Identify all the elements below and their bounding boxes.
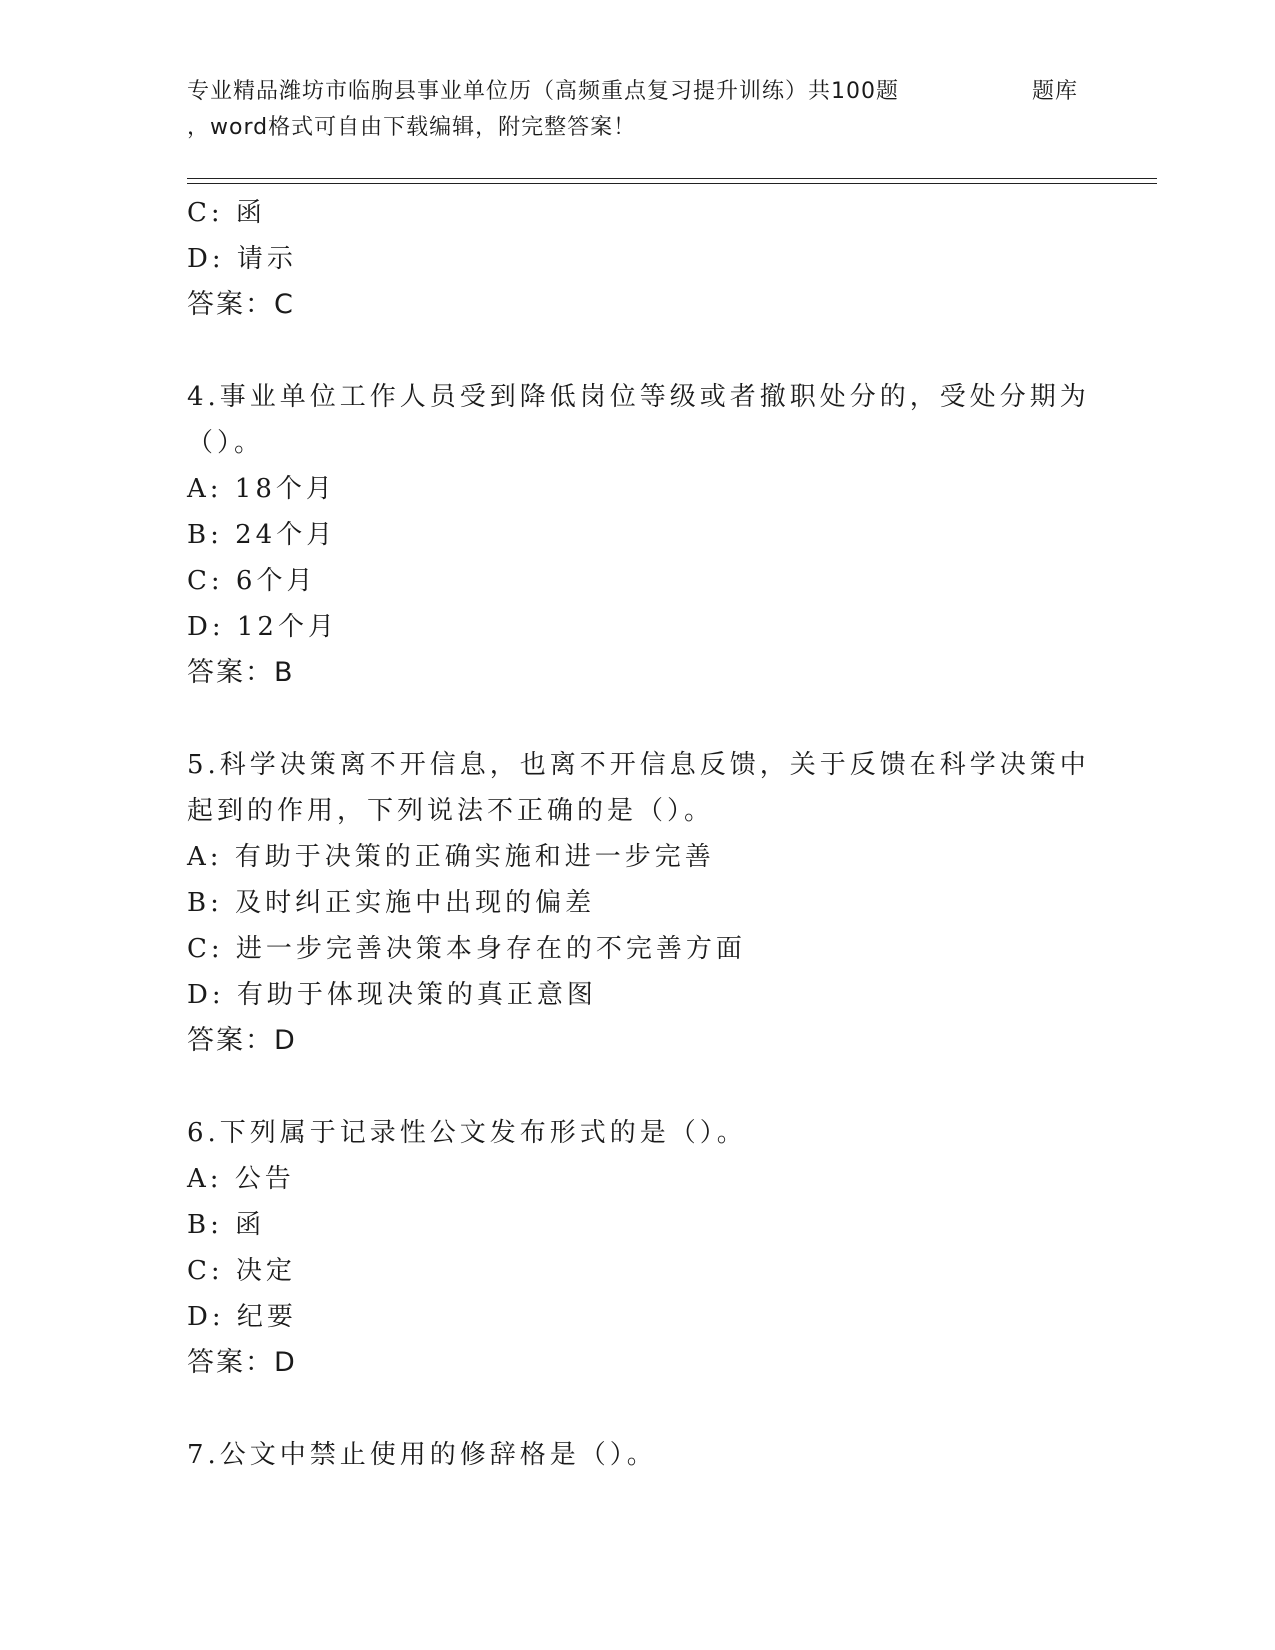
q5-stem-line1: 5.科学决策离不开信息，也离不开信息反馈，关于反馈在科学决策中 — [187, 750, 1090, 780]
question-4 — [187, 374, 1090, 696]
header-divider-bottom — [187, 183, 1157, 184]
spacer — [187, 1386, 1087, 1432]
question-7 — [187, 1432, 1087, 1478]
q5-option-a: A: 有助于决策的正确实施和进一步完善 — [187, 842, 715, 872]
q4-option-b: B: 24个月 — [187, 520, 337, 550]
header-divider-top — [187, 178, 1157, 179]
q6-option-b: B: 函 — [187, 1210, 266, 1240]
q6-option-c: C: 决定 — [187, 1256, 296, 1286]
q6-option-d: D: 纪要 — [187, 1302, 297, 1332]
question-content — [187, 190, 1090, 1478]
q4-answer: 答案：B — [187, 657, 295, 688]
q4-option-c: C: 6个月 — [187, 566, 317, 596]
q6-stem-line1: 6.下列属于记录性公文发布形式的是（）。 — [187, 1118, 747, 1148]
q6-answer: 答案：D — [187, 1347, 297, 1378]
question-6 — [187, 1110, 1087, 1386]
q4-stem-line2: （）。 — [187, 428, 265, 458]
header-tag: 题库 — [1032, 79, 1079, 104]
header-title-line1: 专业精品潍坊市临朐县事业单位历（高频重点复习提升训练）共100题 — [187, 79, 899, 104]
spacer — [187, 1064, 1087, 1110]
q6-option-a: A: 公告 — [187, 1164, 295, 1194]
spacer — [187, 328, 1087, 374]
q7-stem-line1: 7.公文中禁止使用的修辞格是（）。 — [187, 1440, 657, 1470]
q4-stem-line1: 4.事业单位工作人员受到降低岗位等级或者撤职处分的，受处分期为 — [187, 382, 1090, 412]
header-title-line2: ，word格式可自由下载编辑，附完整答案！ — [187, 115, 637, 140]
q4-option-d: D: 12个月 — [187, 612, 338, 642]
q3-option-d: D: 请示 — [187, 244, 297, 274]
q3-option-c: C: 函 — [187, 198, 266, 228]
q5-option-b: B: 及时纠正实施中出现的偏差 — [187, 888, 596, 918]
q5-stem-line2: 起到的作用，下列说法不正确的是（）。 — [187, 796, 715, 826]
q3-answer: 答案：C — [187, 289, 295, 320]
question-3-tail — [187, 190, 1087, 328]
q4-option-a: A: 18个月 — [187, 474, 336, 504]
q5-option-c: C: 进一步完善决策本身存在的不完善方面 — [187, 934, 746, 964]
q5-option-d: D: 有助于体现决策的真正意图 — [187, 980, 597, 1010]
spacer — [187, 696, 1087, 742]
q5-answer: 答案：D — [187, 1025, 297, 1056]
question-5 — [187, 742, 1090, 1064]
